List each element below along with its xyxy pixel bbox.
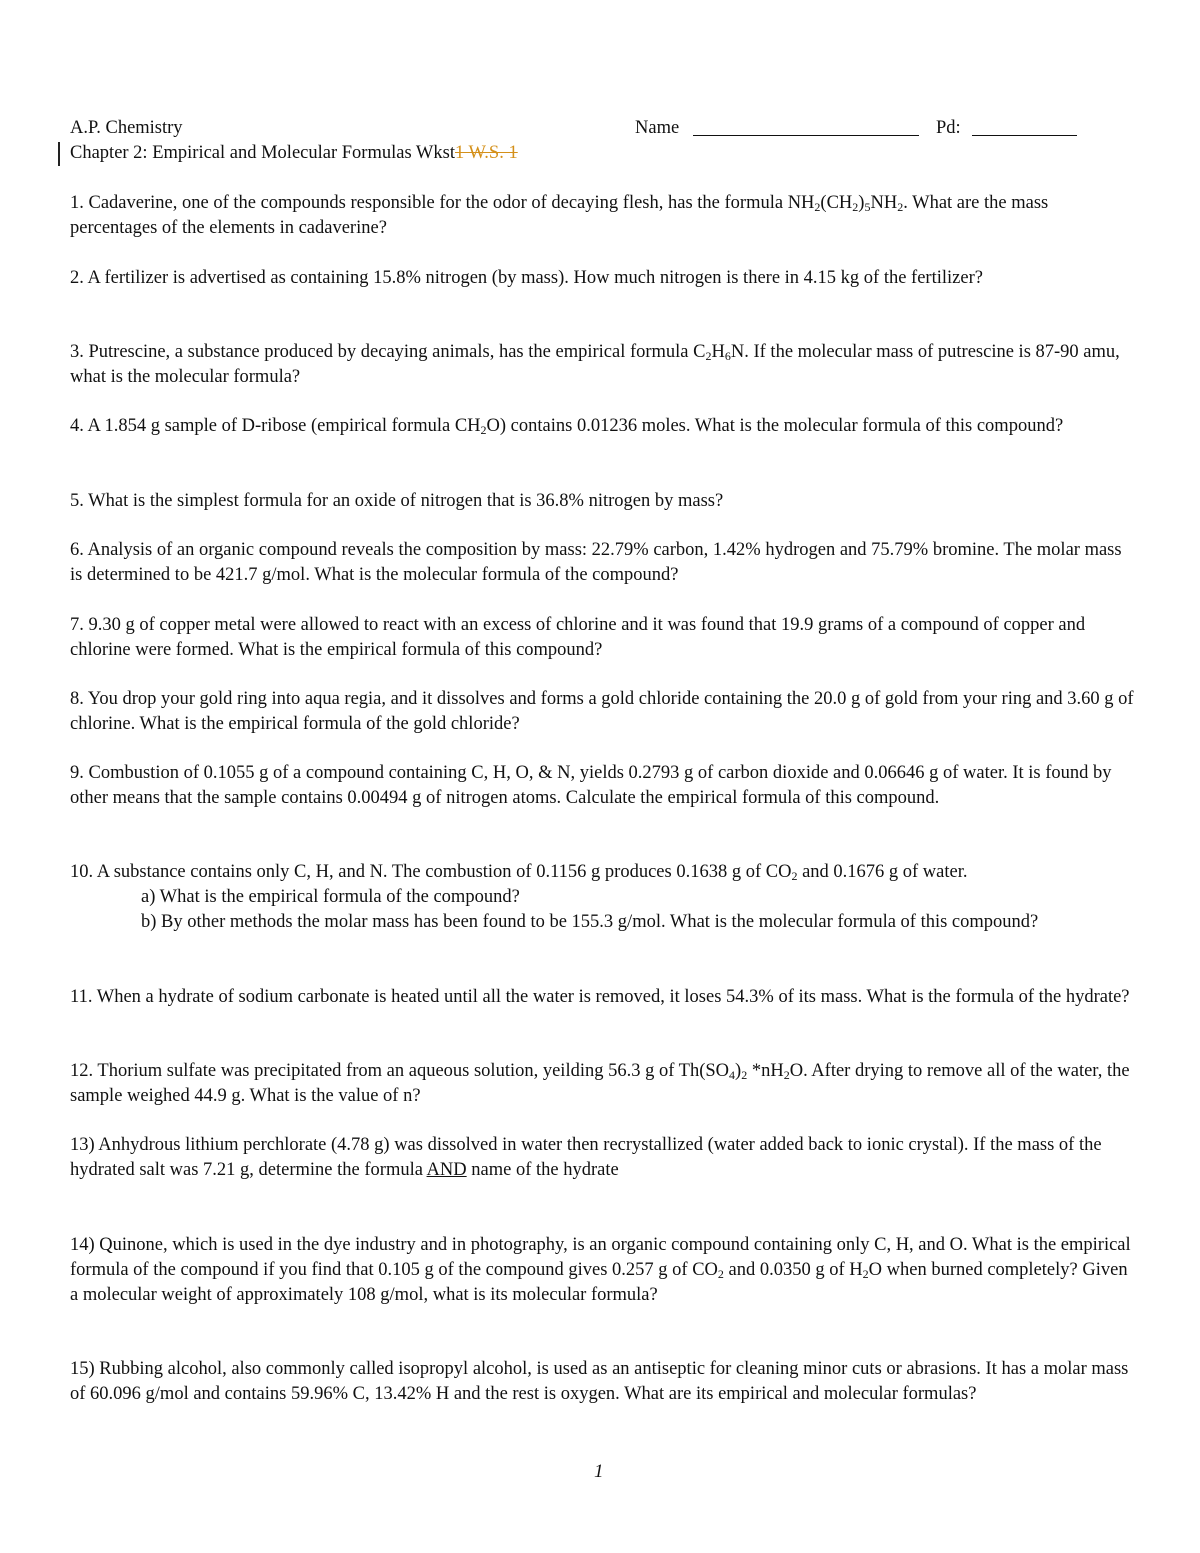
question-12: 12. Thorium sulfate was precipitated from an aqueous solution, yeilding 56.3 g of $Th(SO_4)_2$ $*nH_2O$. After drying to remove all of the water, the sample weighed 44.9 g. What is the value of n? xyxy=(70,1061,1130,1106)
name-label: Name xyxy=(635,118,680,138)
question-10-part-a: a) What is the empirical formula of the compound? xyxy=(141,887,520,907)
question-10-part-b: b) By other methods the molar mass has been found to be 155.3 g/mol. What is the molecular formula of this compound? xyxy=(141,912,1039,932)
and-emphasis: AND xyxy=(426,1160,467,1180)
question-14: 14) Quinone, which is used in the dye industry and in photography, is an organic compound containing only C, H, and O. What is the empirical formula of the compound if you find that 0.105 g of the compound gives 0.257 g of $CO_2$ and 0.0350 g of $H_2O$ when burned completely? Given a molecular weight of approximately 108 g/mol, what is its molecular formula? xyxy=(70,1235,1131,1305)
track-change-bar xyxy=(58,142,60,166)
question-6: 6. Analysis of an organic compound reveals the composition by mass: 22.79% carbon, 1.42% hydrogen and 75.79% bromine. The molar mass is determined to be 421.7 g/mol. What is the molecular formula of the compound? xyxy=(70,540,1122,585)
header-row xyxy=(70,116,1130,141)
question-9: 9. Combustion of 0.1055 g of a compound containing C, H, O, & N, yields 0.2793 g of carbon dioxide and 0.06646 g of water. It is found by other means that the sample contains 0.00494 g of nitrogen atoms. Calculate the empirical formula of this compound. xyxy=(70,763,1112,808)
period-field[interactable] xyxy=(972,135,1077,136)
question-10-stem: 10. A substance contains only C, H, and N. The combustion of 0.1156 g produces 0.1638 g of $CO_2$ and 0.1676 g of water. xyxy=(70,862,968,883)
deleted-title-text: 1 W.S. 1 xyxy=(455,143,518,163)
title-text: Chapter 2: Empirical and Molecular Formulas Wkst xyxy=(70,143,455,163)
question-10 xyxy=(70,860,1135,935)
question-2: 2. A fertilizer is advertised as containing 15.8% nitrogen (by mass). How much nitrogen is there in 4.15 kg of the fertilizer? xyxy=(70,268,983,288)
course-label: A.P. Chemistry xyxy=(70,118,183,138)
question-4: 4. A 1.854 g sample of D-ribose (empirical formula $CH_2O$) contains 0.01236 moles. What is the molecular formula of this compound? xyxy=(70,416,1064,437)
question-3: 3. Putrescine, a substance produced by decaying animals, has the empirical formula $C_2H_6N$. If the molecular mass of putrescine is 87-90 amu, what is the molecular formula? xyxy=(70,342,1120,387)
question-13: 13) Anhydrous lithium perchlorate (4.78 g) was dissolved in water then recrystallized (water added back to ionic crystal). If the mass of the hydrated salt was 7.21 g, determine the formula AND name of the hydrate xyxy=(70,1135,1102,1180)
question-1: 1. Cadaverine, one of the compounds responsible for the odor of decaying flesh, has the formula $NH_2(CH_2)_5NH_2$. What are the mass percentages of the elements in cadaverine? xyxy=(70,193,1049,238)
worksheet-title xyxy=(70,141,518,166)
name-field[interactable] xyxy=(693,135,919,136)
question-11: 11. When a hydrate of sodium carbonate is heated until all the water is removed, it loses 54.3% of its mass. What is the formula of the hydrate? xyxy=(70,987,1130,1007)
question-15: 15) Rubbing alcohol, also commonly called isopropyl alcohol, is used as an antiseptic for cleaning minor cuts or abrasions. It has a molar mass of 60.096 g/mol and contains 59.96% C, 13.42% H and the rest is oxygen. What are its empirical and molecular formulas? xyxy=(70,1359,1129,1404)
question-8: 8. You drop your gold ring into aqua regia, and it dissolves and forms a gold chloride containing the 20.0 g of gold from your ring and 3.60 g of chlorine. What is the empirical formula of the gold chloride? xyxy=(70,689,1134,734)
question-7: 7. 9.30 g of copper metal were allowed to react with an excess of chlorine and it was found that 19.9 grams of a compound of copper and chlorine were formed. What is the empirical formula of this compound? xyxy=(70,615,1086,660)
question-5: 5. What is the simplest formula for an oxide of nitrogen that is 36.8% nitrogen by mass? xyxy=(70,491,724,511)
period-label: Pd: xyxy=(936,118,961,138)
page-number: 1 xyxy=(594,1461,604,1482)
